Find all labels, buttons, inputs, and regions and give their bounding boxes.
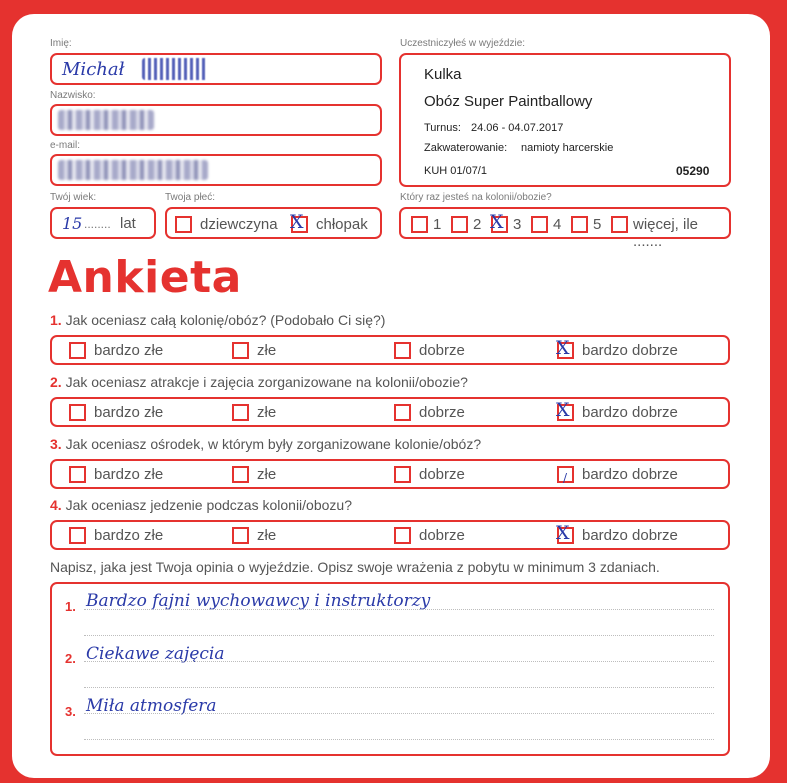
nazwisko-redacted <box>58 110 154 130</box>
q2-checkbox-zle[interactable] <box>232 404 249 421</box>
times-option-2: 2 <box>473 216 482 233</box>
check-mark-icon: X <box>556 337 570 359</box>
q4-checkbox-bardzo-zle[interactable] <box>69 527 86 544</box>
age-value: 15 <box>62 214 83 233</box>
q4-option-zle: złe <box>257 527 277 544</box>
gender-checkbox-girl[interactable] <box>175 216 192 233</box>
signature-redacted <box>142 58 208 80</box>
q2-checkbox-dobrze[interactable] <box>394 404 411 421</box>
imie-field[interactable] <box>50 53 382 85</box>
times-checkbox-2[interactable] <box>451 216 468 233</box>
q2-option-bardzo-dobrze: bardzo dobrze <box>582 404 678 421</box>
turnus-value: 24.06 - 04.07.2017 <box>471 122 564 134</box>
writing-line <box>84 635 714 636</box>
q1-checkbox-bardzo-zle[interactable] <box>69 342 86 359</box>
question-1-options <box>50 335 730 365</box>
gender-checkbox-boy[interactable] <box>290 211 308 233</box>
q1-checkbox-zle[interactable] <box>232 342 249 359</box>
trip-name: Kulka <box>424 66 462 83</box>
times-checkbox-5[interactable] <box>571 216 588 233</box>
question-1 <box>50 312 385 328</box>
times-label: Który raz jesteś na kolonii/obozie? <box>400 192 552 203</box>
opinion-line-1-number: 1. <box>65 599 76 614</box>
q2-option-dobrze: dobrze <box>419 404 465 421</box>
question-4 <box>50 497 352 513</box>
check-mark-icon: X <box>490 211 504 233</box>
q2-option-zle: złe <box>257 404 277 421</box>
email-label: e-mail: <box>50 140 81 151</box>
trip-label: Uczestniczyłeś w wyjeździe: <box>400 38 526 49</box>
question-3-text: Jak oceniasz ośrodek, w którym były zorganizowane kolonie/obóz? <box>65 436 482 452</box>
gender-option-girl: dziewczyna <box>200 216 278 233</box>
q4-option-dobrze: dobrze <box>419 527 465 544</box>
opinion-line-3-text: Miła atmosfera <box>86 696 217 716</box>
turnus-label: Turnus: <box>424 122 461 134</box>
question-1-number: 1. <box>50 312 62 328</box>
question-4-number: 4. <box>50 497 62 513</box>
imie-label: Imię: <box>50 38 72 49</box>
q4-checkbox-dobrze[interactable] <box>394 527 411 544</box>
writing-line <box>84 739 714 740</box>
question-2 <box>50 374 468 390</box>
age-unit: lat <box>120 215 136 232</box>
q1-option-bardzo-dobrze: bardzo dobrze <box>582 342 678 359</box>
q1-option-bardzo-zle: bardzo złe <box>94 342 164 359</box>
q1-checkbox-dobrze[interactable] <box>394 342 411 359</box>
question-2-text: Jak oceniasz atrakcje i zajęcia zorganizowane na kolonii/obozie? <box>65 374 468 390</box>
q2-checkbox-bardzo-dobrze[interactable] <box>556 399 574 421</box>
question-2-options <box>50 397 730 427</box>
page-title: Ankieta <box>48 252 242 303</box>
zakwaterowanie-value: namioty harcerskie <box>521 142 614 154</box>
gender-option-boy: chłopak <box>316 216 368 233</box>
times-checkbox-1[interactable] <box>411 216 428 233</box>
q3-option-dobrze: dobrze <box>419 466 465 483</box>
q4-checkbox-zle[interactable] <box>232 527 249 544</box>
writing-line <box>84 661 714 662</box>
q3-checkbox-bardzo-dobrze[interactable] <box>557 466 574 483</box>
times-option-4: 4 <box>553 216 562 233</box>
times-checkbox-more[interactable] <box>611 216 628 233</box>
age-field[interactable] <box>50 207 156 239</box>
q3-checkbox-zle[interactable] <box>232 466 249 483</box>
nazwisko-label: Nazwisko: <box>50 90 96 101</box>
q1-option-dobrze: dobrze <box>419 342 465 359</box>
question-2-number: 2. <box>50 374 62 390</box>
nazwisko-field[interactable] <box>50 104 382 136</box>
question-1-text: Jak oceniasz całą kolonię/obóz? (Podobało Ci się?) <box>65 312 386 328</box>
q4-option-bardzo-dobrze: bardzo dobrze <box>582 527 678 544</box>
trip-card <box>399 53 731 187</box>
writing-line <box>84 687 714 688</box>
writing-line <box>84 609 714 610</box>
opinion-line-3-number: 3. <box>65 704 76 719</box>
opinion-line-1-text: Bardzo fajni wychowawcy i instruktorzy <box>86 591 431 611</box>
opinion-line-2-number: 2. <box>65 651 76 666</box>
q3-option-zle: złe <box>257 466 277 483</box>
question-3 <box>50 436 481 452</box>
age-label: Twój wiek: <box>50 192 97 203</box>
email-field[interactable] <box>50 154 382 186</box>
check-mark-icon: X <box>556 399 570 421</box>
age-dots: ........ <box>84 217 111 231</box>
email-redacted <box>58 160 208 180</box>
trip-code: KUH 01/07/1 <box>424 165 487 177</box>
check-mark-icon: / <box>563 471 568 485</box>
check-mark-icon: X <box>290 211 304 233</box>
opinion-line-2-text: Ciekawe zajęcia <box>86 644 225 664</box>
q2-checkbox-bardzo-zle[interactable] <box>69 404 86 421</box>
writing-line <box>84 713 714 714</box>
zakwaterowanie-label: Zakwaterowanie: <box>424 142 508 154</box>
q4-option-bardzo-zle: bardzo złe <box>94 527 164 544</box>
opinion-prompt: Napisz, jaka jest Twoja opinia o wyjeździe. Opisz swoje wrażenia z pobytu w minimum 3 zdaniach. <box>50 559 660 575</box>
question-3-number: 3. <box>50 436 62 452</box>
check-mark-icon: X <box>556 522 570 544</box>
times-checkbox-3[interactable] <box>490 211 508 233</box>
q2-option-bardzo-zle: bardzo złe <box>94 404 164 421</box>
q4-checkbox-bardzo-dobrze[interactable] <box>556 522 574 544</box>
times-checkbox-4[interactable] <box>531 216 548 233</box>
q3-option-bardzo-zle: bardzo złe <box>94 466 164 483</box>
question-3-options <box>50 459 730 489</box>
gender-field <box>165 207 382 239</box>
q3-checkbox-dobrze[interactable] <box>394 466 411 483</box>
gender-label: Twoja płeć: <box>165 192 216 203</box>
question-4-options <box>50 520 730 550</box>
times-field <box>399 207 731 250</box>
times-option-more: więcej, ile ....... <box>633 216 699 250</box>
trip-title: Obóz Super Paintballowy <box>424 93 593 110</box>
times-option-5: 5 <box>593 216 602 233</box>
q1-checkbox-bardzo-dobrze[interactable] <box>556 337 574 359</box>
times-option-1: 1 <box>433 216 442 233</box>
q3-option-bardzo-dobrze: bardzo dobrze <box>582 466 678 483</box>
question-4-text: Jak oceniasz jedzenie podczas kolonii/obozu? <box>65 497 352 513</box>
q1-option-zle: złe <box>257 342 277 359</box>
q3-checkbox-bardzo-zle[interactable] <box>69 466 86 483</box>
imie-value: Michał <box>62 59 125 80</box>
times-option-3: 3 <box>513 216 522 233</box>
trip-number: 05290 <box>676 164 710 178</box>
